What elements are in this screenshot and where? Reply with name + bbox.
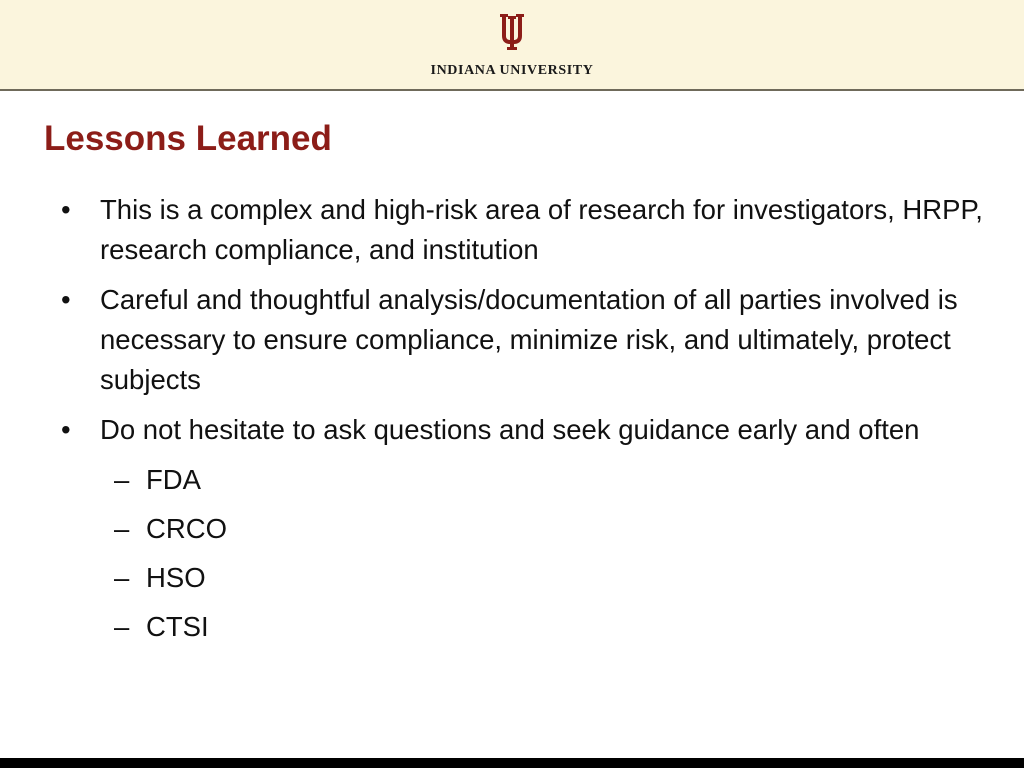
university-name: INDIANA UNIVERSITY xyxy=(430,63,594,78)
bullet-icon: • xyxy=(61,194,71,225)
dash-icon: – xyxy=(114,464,130,495)
bullet-list xyxy=(0,190,1000,656)
slide-title: Lessons Learned xyxy=(44,119,332,158)
iu-trident-logo-icon xyxy=(497,13,527,51)
sub-bullet-text: FDA xyxy=(146,464,201,495)
bullet-text: This is a complex and high-risk area of research for investigators, HRPP, research compliance, and institution xyxy=(100,194,983,265)
bullet-icon: • xyxy=(61,414,71,445)
bullet-icon: • xyxy=(61,284,71,315)
bullet-item xyxy=(0,410,1000,450)
bullet-item xyxy=(0,280,1000,400)
dash-icon: – xyxy=(114,611,130,642)
sub-bullet-text: CTSI xyxy=(146,611,209,642)
dash-icon: – xyxy=(114,562,130,593)
sub-bullet-item xyxy=(0,558,1000,598)
sub-bullet-text: HSO xyxy=(146,562,206,593)
bullet-text: Careful and thoughtful analysis/documentation of all parties involved is necessary to ensure compliance, minimize risk, and ultimately, protect subjects xyxy=(100,284,958,395)
dash-icon: – xyxy=(114,513,130,544)
bullet-text: Do not hesitate to ask questions and seek guidance early and often xyxy=(100,414,920,445)
footer-bar xyxy=(0,758,1024,768)
sub-bullet-text: CRCO xyxy=(146,513,227,544)
header-banner xyxy=(0,0,1024,91)
sub-bullet-item xyxy=(0,460,1000,500)
bullet-item xyxy=(0,190,1000,270)
sub-bullet-item xyxy=(0,509,1000,549)
sub-bullet-item xyxy=(0,607,1000,647)
